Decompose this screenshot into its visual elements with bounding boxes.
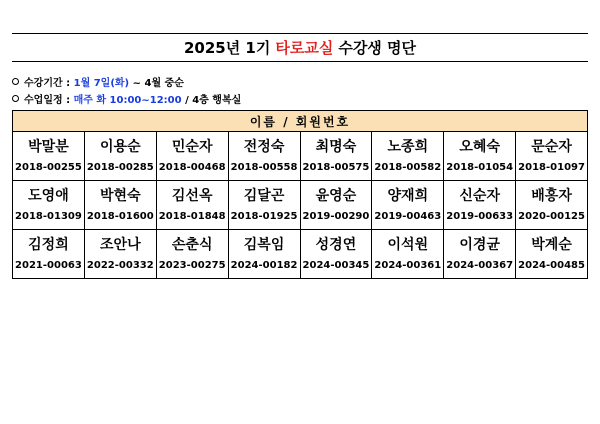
student-cell bbox=[156, 230, 228, 279]
student-name: 김정희 bbox=[28, 236, 69, 253]
member-number: 2018-01600 bbox=[86, 210, 154, 222]
student-cell bbox=[156, 132, 228, 181]
student-cell bbox=[13, 230, 85, 279]
class-schedule bbox=[12, 91, 241, 106]
member-number: 2021-00063 bbox=[15, 259, 82, 271]
member-number: 2018-01925 bbox=[230, 210, 298, 222]
member-number: 2018-00575 bbox=[302, 161, 370, 173]
title-suffix: 수강생 명단 bbox=[338, 39, 417, 57]
member-number: 2019-00463 bbox=[374, 210, 442, 222]
student-roster-table bbox=[12, 110, 588, 279]
student-cell bbox=[156, 181, 228, 230]
title-prefix: 2025년 1기 bbox=[183, 39, 271, 57]
class-schedule-rest: / 4층 행복실 bbox=[185, 95, 242, 106]
student-name: 손춘식 bbox=[171, 236, 213, 253]
roster-body bbox=[13, 132, 588, 279]
student-name: 김선옥 bbox=[171, 187, 213, 204]
student-cell bbox=[13, 181, 85, 230]
student-cell bbox=[444, 132, 516, 181]
student-name: 민순자 bbox=[171, 138, 213, 155]
circle-bullet-icon bbox=[12, 95, 19, 102]
student-name: 이경균 bbox=[459, 236, 500, 253]
student-cell bbox=[300, 230, 372, 279]
student-name: 이석원 bbox=[387, 236, 429, 253]
student-cell bbox=[444, 181, 516, 230]
member-number: 2019-00633 bbox=[446, 210, 514, 222]
member-number: 2018-00558 bbox=[230, 161, 298, 173]
student-name: 조안나 bbox=[100, 236, 141, 253]
page-title bbox=[12, 33, 588, 62]
table-header: 이름 / 회원번호 bbox=[13, 111, 588, 132]
student-cell bbox=[13, 132, 85, 181]
member-number: 2018-01097 bbox=[518, 161, 585, 173]
student-name: 양재희 bbox=[387, 187, 429, 204]
student-name: 이용순 bbox=[100, 138, 141, 155]
student-cell bbox=[516, 181, 588, 230]
student-name: 오혜숙 bbox=[459, 138, 500, 155]
student-cell bbox=[228, 181, 300, 230]
student-name: 윤영순 bbox=[315, 187, 357, 204]
student-name: 신순자 bbox=[459, 187, 500, 204]
member-number: 2024-00345 bbox=[302, 259, 370, 271]
table-row bbox=[13, 132, 588, 181]
student-name: 박계순 bbox=[531, 236, 572, 253]
student-cell bbox=[84, 230, 156, 279]
student-cell bbox=[228, 132, 300, 181]
class-schedule-value: 매주 화 10:00~12:00 bbox=[73, 95, 182, 106]
student-cell bbox=[444, 230, 516, 279]
member-number: 2022-00332 bbox=[86, 259, 154, 271]
student-cell bbox=[228, 230, 300, 279]
member-number: 2024-00485 bbox=[518, 259, 585, 271]
course-period-value: 1월 7일(화) bbox=[73, 78, 130, 89]
member-number: 2020-00125 bbox=[518, 210, 585, 222]
member-number: 2018-01054 bbox=[446, 161, 514, 173]
table-row bbox=[13, 230, 588, 279]
member-number: 2018-00255 bbox=[15, 161, 82, 173]
student-cell bbox=[516, 230, 588, 279]
student-cell bbox=[300, 181, 372, 230]
circle-bullet-icon bbox=[12, 78, 19, 85]
student-name: 전정숙 bbox=[243, 138, 285, 155]
student-name: 최명숙 bbox=[315, 138, 357, 155]
student-name: 성경연 bbox=[315, 236, 357, 253]
member-number: 2024-00182 bbox=[230, 259, 298, 271]
class-schedule-label: 수업일정 : bbox=[24, 95, 71, 106]
member-number: 2024-00361 bbox=[374, 259, 442, 271]
student-cell bbox=[84, 181, 156, 230]
student-cell bbox=[372, 181, 444, 230]
member-number: 2024-00367 bbox=[446, 259, 514, 271]
student-cell bbox=[300, 132, 372, 181]
student-cell bbox=[516, 132, 588, 181]
member-number: 2023-00275 bbox=[158, 259, 226, 271]
course-period bbox=[12, 74, 184, 89]
student-name: 도영애 bbox=[28, 187, 69, 204]
student-name: 김복임 bbox=[243, 236, 285, 253]
table-row bbox=[13, 181, 588, 230]
student-name: 박현숙 bbox=[100, 187, 141, 204]
student-cell bbox=[84, 132, 156, 181]
member-number: 2018-00468 bbox=[158, 161, 226, 173]
student-name: 김달곤 bbox=[243, 187, 285, 204]
member-number: 2019-00290 bbox=[302, 210, 370, 222]
member-number: 2018-01848 bbox=[158, 210, 226, 222]
student-name: 배홍자 bbox=[531, 187, 572, 204]
student-name: 문순자 bbox=[531, 138, 572, 155]
student-cell bbox=[372, 230, 444, 279]
student-cell bbox=[372, 132, 444, 181]
student-name: 노종희 bbox=[387, 138, 429, 155]
member-number: 2018-01309 bbox=[15, 210, 82, 222]
member-number: 2018-00582 bbox=[374, 161, 442, 173]
member-number: 2018-00285 bbox=[86, 161, 154, 173]
title-highlight: 타로교실 bbox=[275, 39, 334, 57]
course-period-label: 수강기간 : bbox=[24, 78, 71, 89]
course-period-rest: ~ 4월 중순 bbox=[132, 78, 184, 89]
student-name: 박말분 bbox=[28, 138, 69, 155]
